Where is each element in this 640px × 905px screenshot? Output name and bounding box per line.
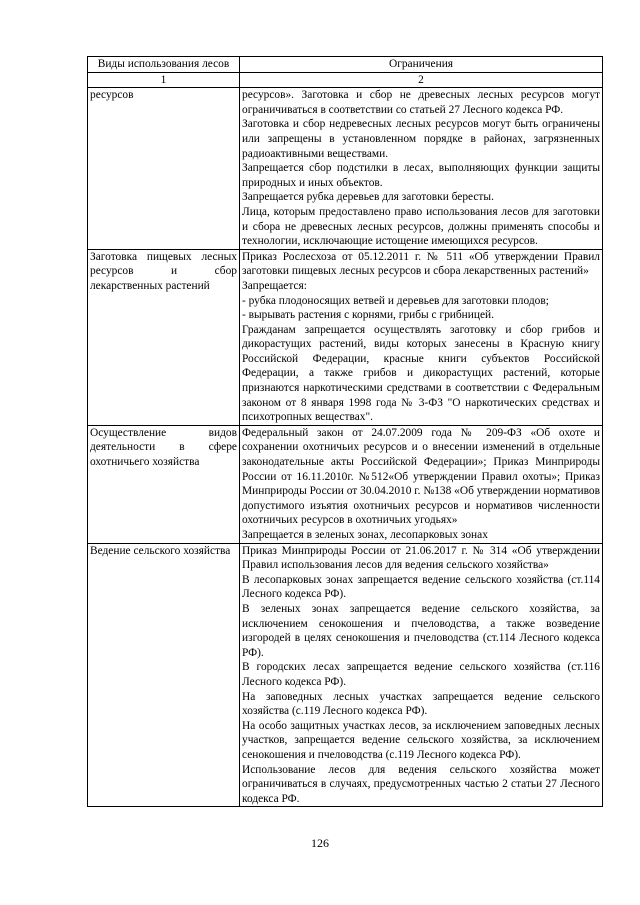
- activity-cell: [88, 88, 240, 250]
- restrictions-table: [87, 56, 603, 807]
- restriction-paragraph: ресурсов». Заготовка и сбор не древесных лесных ресурсов могут ограничиваться в соответствии со статьей 27 Лесного кодекса РФ.: [242, 89, 600, 116]
- restriction-paragraph: Запрещается в зеленых зонах, лесопарковых зонах: [242, 529, 488, 541]
- activity-text: Заготовка пищевых лесных ресурсов и сбор лекарственных растений: [90, 250, 237, 292]
- restriction-paragraph: - вырывать растения с корнями, грибы с грибницей.: [242, 309, 494, 322]
- restriction-paragraph: В лесопарковых зонах запрещается ведение сельского хозяйства (ст.114 Лесного кодекса РФ).: [242, 573, 600, 601]
- column-header-activity: Виды использования лесов: [88, 57, 240, 73]
- activity-cell: [88, 249, 240, 425]
- activity-text: ресурсов: [90, 89, 134, 102]
- restriction-paragraph: - рубка плодоносящих ветвей и деревьев для заготовки плодов;: [242, 294, 549, 307]
- page-number: 126: [311, 836, 329, 850]
- restrictions-cell: [240, 543, 603, 807]
- restriction-paragraph: Лица, которым предоставлено право использования лесов для заготовки и сбора не древесных лесных ресурсов, должны применять способы и технологии, исключающие истощение имеющихся ресурсов.: [242, 205, 600, 248]
- restriction-paragraph: Федеральный закон от 24.07.2009 года № 209-ФЗ «Об охоте и сохранении охотничьих ресурсов и о внесении изменений в отдельные законодательные акты Российской Федерации»; Приказ Минприроды России от 16.11.2010г. №512«Об утверждении Правил охоты»; Приказ Минприроды России от 30.04.2010 г. №138 «Об утверждении нормативов допустимого изъятия охотничьих ресурсов и нормативов численности охотничьих ресурсов в охотничьих угодьях»: [242, 426, 600, 527]
- restriction-paragraph: Запрещается:: [242, 279, 307, 292]
- table-row: [88, 543, 603, 807]
- activity-cell: [88, 425, 240, 543]
- column-number-row: [88, 72, 603, 88]
- table-row: [88, 249, 603, 425]
- restriction-paragraph: Приказ Рослесхоза от 05.12.2011 г. № 511 «Об утверждении Правил заготовки пищевых лесных ресурсов и сбора лекарственных растений»: [242, 250, 600, 278]
- activity-text: Осуществление видов деятельности в сфере охотничьего хозяйства: [90, 426, 237, 469]
- restriction-paragraph: На особо защитных участках лесов, за исключением заповедных лесных участков, запрещается ведение сельского хозяйства, за исключением сенокошения и пчеловодства (с.119 Лесного кодекса РФ).: [242, 719, 600, 761]
- restriction-paragraph: Гражданам запрещается осуществлять заготовку и сбор грибов и дикорастущих растений, виды которых занесены в Красную книгу Российской Федерации, красные книги субъектов Российской Федерации, а также грибов и дикорастущих растений, которые признаются наркотическими средствами в соответствии с Федеральным законом от 8 января 1998 года № 3-ФЗ "О наркотических средствах и психотропных веществах".: [242, 323, 600, 424]
- restriction-paragraph: В городских лесах запрещается ведение сельского хозяйства (ст.116 Лесного кодекса РФ).: [242, 661, 600, 688]
- restriction-paragraph: Запрещается рубка деревьев для заготовки бересты.: [242, 191, 494, 204]
- restrictions-cell: [240, 88, 603, 250]
- restrictions-cell: [240, 425, 603, 543]
- column-number-2: 2: [240, 72, 603, 88]
- restriction-paragraph: В зеленых зонах запрещается ведение сельского хозяйства, за исключением сенокошения и пчеловодства, а также возведение изгородей в целях сенокошения и пчеловодства (ст.114 Лесного кодекса РФ).: [242, 602, 600, 659]
- restriction-paragraph: Приказ Минприроды России от 21.06.2017 г. № 314 «Об утверждении Правил использования лесов для ведения сельского хозяйства»: [242, 544, 600, 572]
- restriction-paragraph: На заповедных лесных участках запрещается ведение сельского хозяйства (с.119 Лесного кодекса РФ).: [242, 690, 600, 718]
- table-row: [88, 88, 603, 250]
- restriction-paragraph: Запрещается сбор подстилки в лесах, выполняющих функции защиты природных и иных объектов.: [242, 162, 600, 189]
- activity-cell: [88, 543, 240, 807]
- column-number-1: 1: [88, 72, 240, 88]
- header-row: [88, 57, 603, 73]
- column-header-restrictions: Ограничения: [240, 57, 603, 73]
- activity-text: Ведение сельского хозяйства: [90, 544, 231, 557]
- restriction-paragraph: Использование лесов для ведения сельского хозяйства может ограничиваться в случаях, предусмотренных частью 2 статьи 27 Лесного кодекса РФ.: [242, 763, 600, 805]
- restrictions-cell: [240, 249, 603, 425]
- restriction-paragraph: Заготовка и сбор недревесных лесных ресурсов могут быть ограничены или запрещены в установленном порядке в районах, загрязненных радиоактивными веществами.: [242, 118, 600, 160]
- table-row: [88, 425, 603, 543]
